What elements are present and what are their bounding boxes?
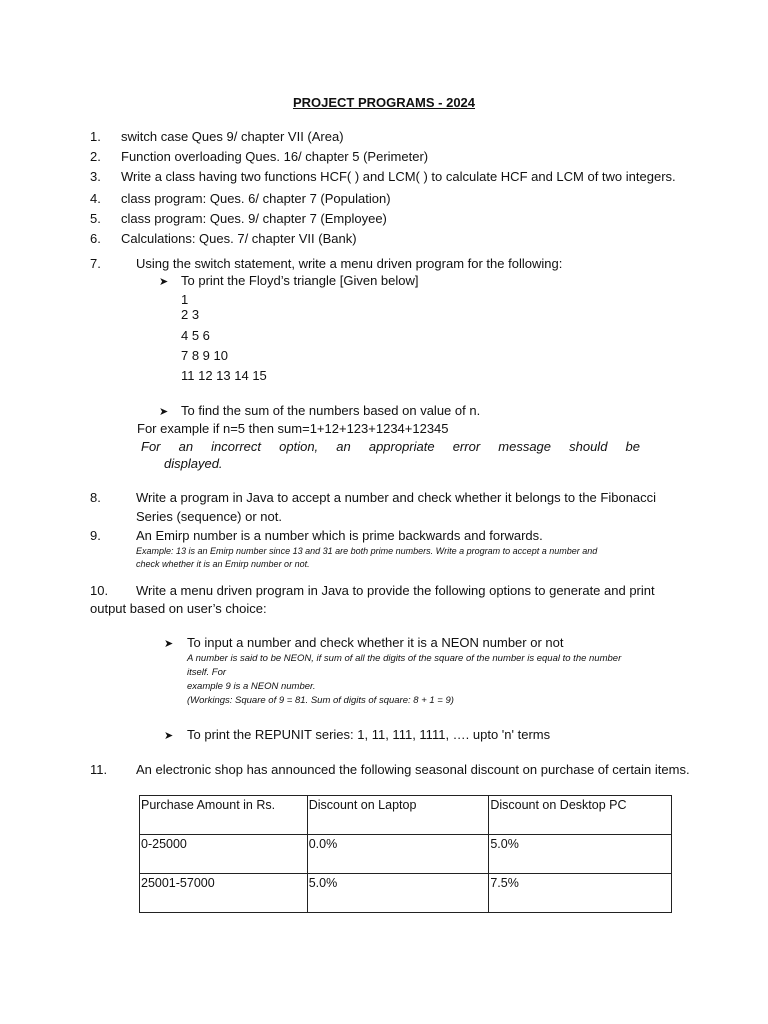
table-row	[140, 835, 672, 874]
table-cell: 5.0%	[489, 835, 672, 874]
triangle-row-1: 1	[181, 292, 189, 307]
item-7-text: Using the switch statement, write a menu driven program for the following:	[136, 256, 563, 271]
item-4-text: class program: Ques. 6/ chapter 7 (Population)	[121, 191, 391, 206]
item-8-line-1: Write a program in Java to accept a number and check whether it belongs to the Fibonacci	[136, 490, 657, 505]
item-7-bullet-2: To find the sum of the numbers based on value of n.	[181, 403, 481, 418]
neon-definition-line-1: A number is said to be NEON, if sum of all the digits of the square of the number is equal to the number	[187, 653, 622, 664]
item-11-number: 11.	[90, 762, 108, 777]
item-7-error-line-2: displayed.	[164, 456, 223, 471]
item-1-number: 1.	[90, 129, 101, 144]
item-5-text: class program: Ques. 9/ chapter 7 (Employee)	[121, 211, 387, 226]
table-cell: 0-25000	[140, 835, 308, 874]
triangle-row-3: 4 5 6	[181, 328, 210, 343]
item-11-text: An electronic shop has announced the following seasonal discount on purchase of certain items.	[136, 762, 690, 777]
table-cell: 5.0%	[307, 874, 489, 913]
table-header-cell: Discount on Desktop PC	[489, 796, 672, 835]
item-6-number: 6.	[90, 231, 101, 246]
neon-definition-line-4: (Workings: Square of 9 = 81. Sum of digits of square: 8 + 1 = 9)	[187, 695, 454, 706]
item-10-bullet-2: To print the REPUNIT series: 1, 11, 111, 1111, …. upto 'n' terms	[187, 727, 551, 742]
item-9-example-line-1: Example: 13 is an Emirp number since 13 and 31 are both prime numbers. Write a program to accept a number and	[136, 546, 598, 556]
table-row	[140, 874, 672, 913]
table-header-cell: Discount on Laptop	[307, 796, 489, 835]
item-7-example: For example if n=5 then sum=1+12+123+1234+12345	[137, 421, 449, 436]
table-header-row	[140, 796, 672, 835]
item-2-text: Function overloading Ques. 16/ chapter 5 (Perimeter)	[121, 149, 429, 164]
item-3-text: Write a class having two functions HCF( ) and LCM( ) to calculate HCF and LCM of two integers.	[121, 169, 676, 184]
item-10-number: 10.	[90, 583, 109, 598]
item-8-line-2: Series (sequence) or not.	[136, 509, 282, 524]
triangle-row-2: 2 3	[181, 307, 200, 322]
table-cell: 7.5%	[489, 874, 672, 913]
item-9-number: 9.	[90, 528, 101, 543]
triangle-row-4: 7 8 9 10	[181, 348, 228, 363]
item-10-line-1: Write a menu driven program in Java to provide the following options to generate and print	[136, 583, 655, 598]
discount-table	[139, 795, 672, 913]
item-1-text: switch case Ques 9/ chapter VII (Area)	[121, 129, 344, 144]
item-7-bullet-1: To print the Floyd’s triangle [Given below]	[181, 273, 419, 288]
item-10-line-2: output based on user’s choice:	[90, 601, 267, 616]
item-3-number: 3.	[90, 169, 101, 184]
item-10-bullet-1: To input a number and check whether it is a NEON number or not	[187, 635, 564, 650]
table-cell: 0.0%	[307, 835, 489, 874]
item-9-text: An Emirp number is a number which is prime backwards and forwards.	[136, 528, 543, 543]
item-6-text: Calculations: Ques. 7/ chapter VII (Bank)	[121, 231, 357, 246]
page-title: PROJECT PROGRAMS - 2024	[292, 95, 476, 110]
arrow-bullet-icon: ➤	[159, 276, 169, 288]
item-2-number: 2.	[90, 149, 101, 164]
table-header-cell: Purchase Amount in Rs.	[140, 796, 308, 835]
arrow-bullet-icon: ➤	[164, 730, 174, 742]
item-8-number: 8.	[90, 490, 101, 505]
item-4-number: 4.	[90, 191, 101, 206]
table-cell: 25001-57000	[140, 874, 308, 913]
arrow-bullet-icon: ➤	[159, 406, 169, 418]
neon-definition-line-2: itself. For	[187, 667, 227, 678]
item-7-number: 7.	[90, 256, 101, 271]
item-9-example-line-2: check whether it is an Emirp number or not.	[136, 559, 310, 569]
triangle-row-5: 11 12 13 14 15	[181, 368, 267, 383]
item-5-number: 5.	[90, 211, 101, 226]
arrow-bullet-icon: ➤	[164, 638, 174, 650]
neon-definition-line-3: example 9 is a NEON number.	[187, 681, 316, 692]
item-7-error-line-1: For an incorrect option, an appropriate error message should be	[141, 439, 640, 454]
